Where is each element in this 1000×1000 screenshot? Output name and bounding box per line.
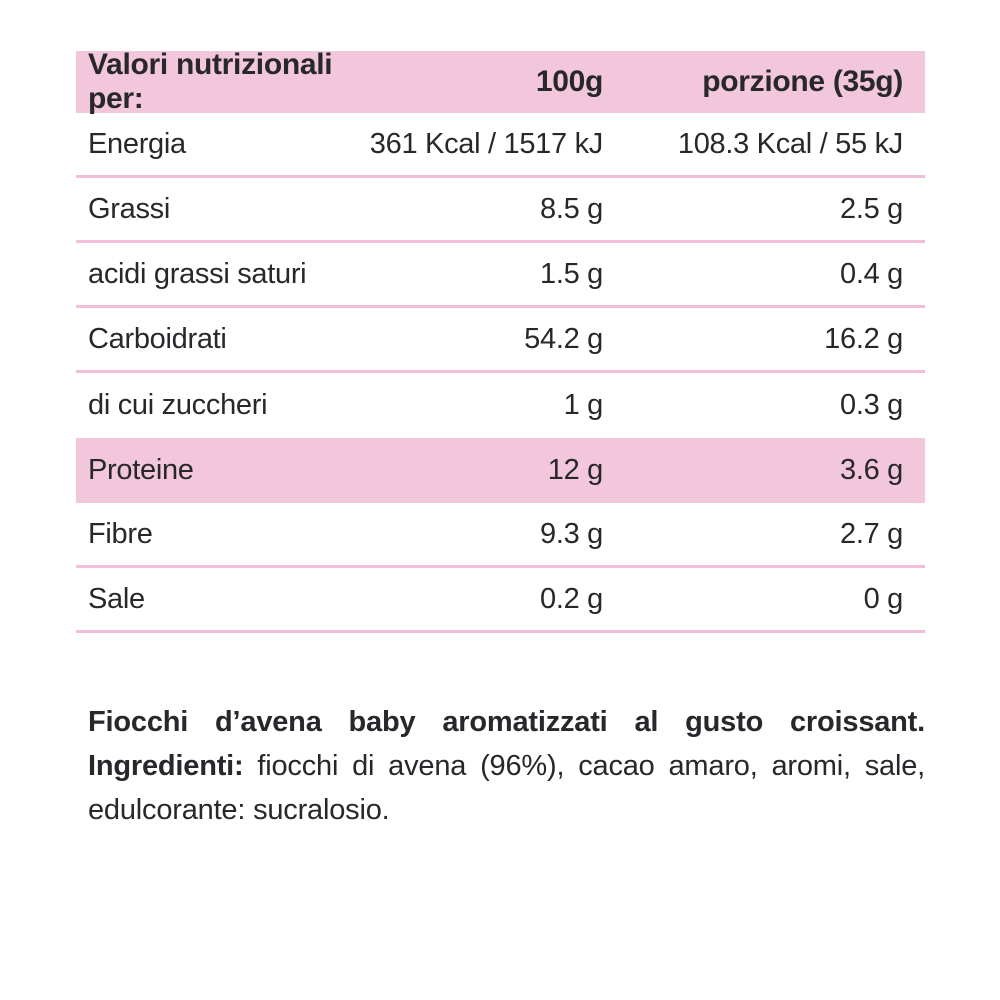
table-row-acidi-grassi-saturi bbox=[76, 243, 925, 308]
table-row-di-cui-zuccheri bbox=[76, 373, 925, 438]
value-portion: 0 g bbox=[863, 582, 903, 615]
value-100g: 0.2 g bbox=[540, 582, 603, 615]
table-header-row bbox=[76, 48, 925, 115]
description-regular: fiocchi di avena (96%), cacao amaro, aromi, sale, edulcorante: sucralosio. bbox=[88, 750, 925, 826]
value-portion: 2.7 g bbox=[840, 517, 903, 550]
value-100g: 54.2 g bbox=[524, 322, 603, 355]
nutrient-label: Fibre bbox=[88, 517, 153, 550]
value-100g: 1.5 g bbox=[540, 257, 603, 290]
value-100g: 9.3 g bbox=[540, 517, 603, 550]
value-100g: 12 g bbox=[547, 454, 603, 486]
header-label: Valori nutrizionali per: bbox=[88, 48, 333, 115]
value-portion: 3.6 g bbox=[840, 454, 903, 486]
nutrient-label: di cui zuccheri bbox=[88, 389, 268, 421]
value-100g: 1 g bbox=[563, 389, 603, 421]
nutrient-label: Grassi bbox=[88, 192, 170, 225]
value-portion: 0.4 g bbox=[840, 257, 903, 290]
value-100g: 8.5 g bbox=[540, 192, 603, 225]
product-description bbox=[88, 700, 925, 832]
description-bold: Fiocchi d’avena baby aromatizzati al gusto croissant. Ingredienti: bbox=[88, 706, 925, 782]
nutrient-label: Proteine bbox=[88, 454, 194, 486]
table-row-sale bbox=[76, 568, 925, 633]
header-col-portion: porzione (35g) bbox=[702, 65, 903, 98]
nutrient-label: Energia bbox=[88, 127, 186, 160]
table-row-proteine bbox=[76, 438, 925, 503]
value-portion: 16.2 g bbox=[824, 322, 903, 355]
nutrient-label: Sale bbox=[88, 582, 145, 615]
table-row-energia bbox=[76, 113, 925, 178]
value-100g: 361 Kcal / 1517 kJ bbox=[369, 127, 603, 160]
nutrition-table bbox=[76, 48, 925, 633]
nutrient-label: Carboidrati bbox=[88, 322, 227, 355]
table-row-carboidrati bbox=[76, 308, 925, 373]
header-col-100g: 100g bbox=[535, 65, 603, 98]
value-portion: 0.3 g bbox=[840, 389, 903, 421]
table-row-grassi bbox=[76, 178, 925, 243]
nutrient-label: acidi grassi saturi bbox=[88, 257, 307, 290]
value-portion: 108.3 Kcal / 55 kJ bbox=[677, 127, 903, 160]
value-portion: 2.5 g bbox=[840, 192, 903, 225]
table-row-fibre bbox=[76, 503, 925, 568]
